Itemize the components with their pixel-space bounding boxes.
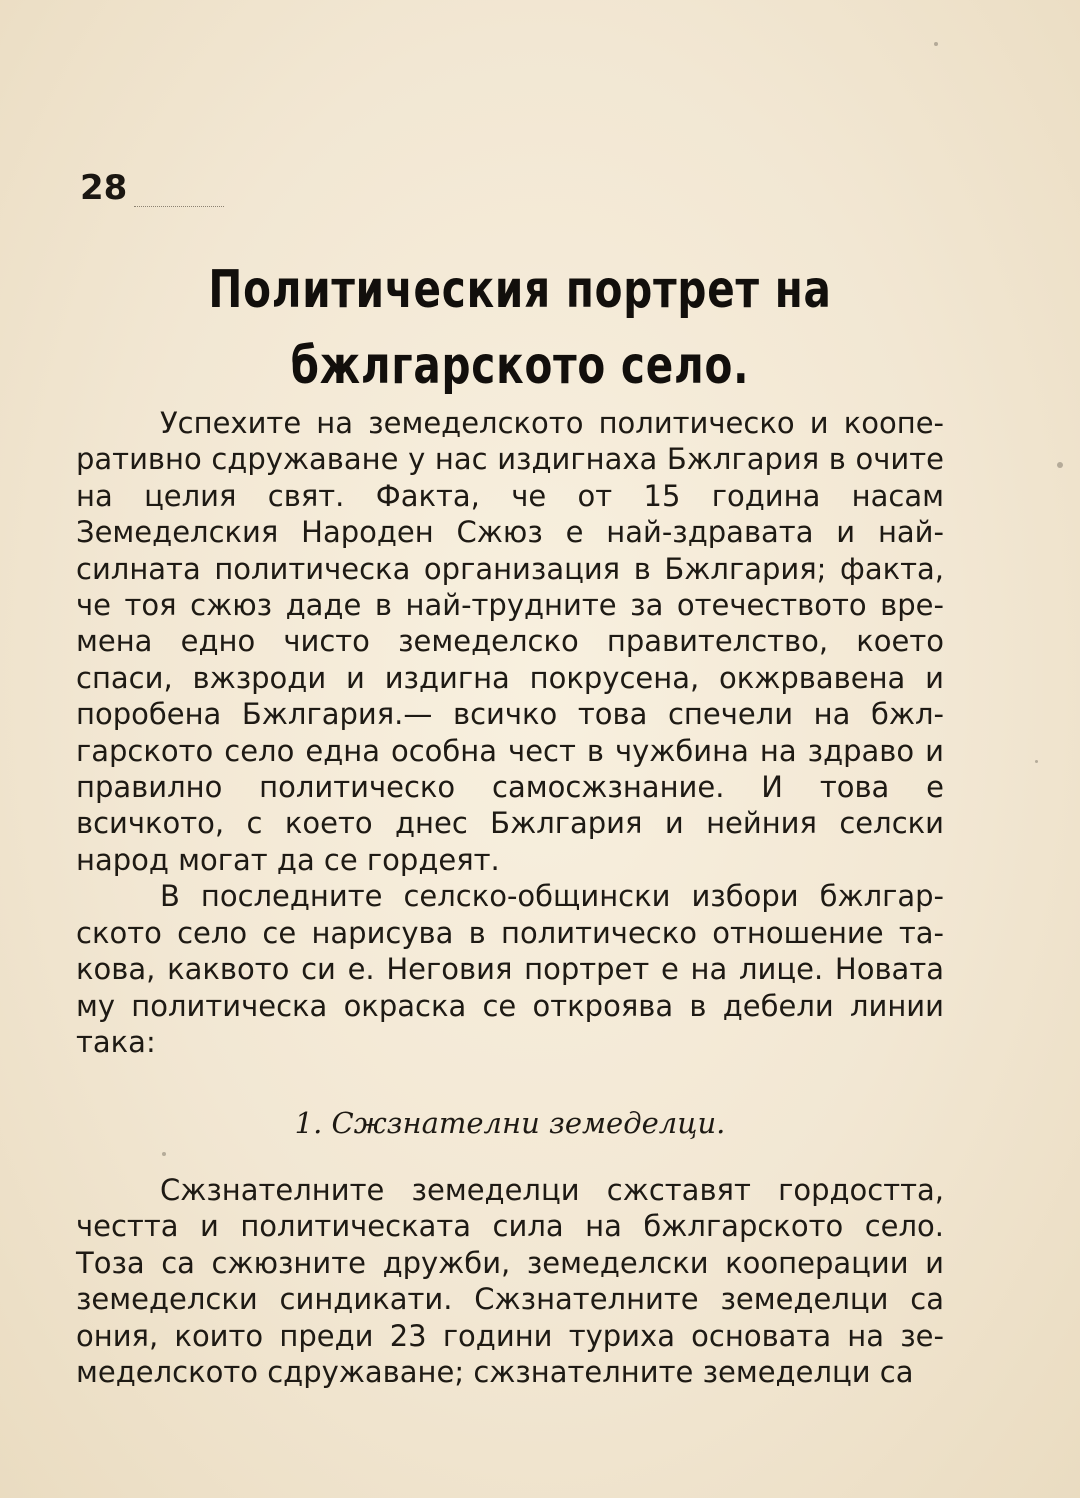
body-text-continued (76, 1172, 944, 1390)
chapter-title: Политическия портрет на бжлгарското село. (208, 260, 832, 396)
paper-speck (1057, 462, 1063, 468)
page-number: 28 (80, 168, 128, 208)
body-text (76, 405, 944, 1060)
paragraph: В последните селско-общински избори бжлгарското село се нарисува в политическо отношение такова, каквото си е. Неговия портрет е на лице. Новата му политическа окраска се откроява в дебели линии така: (76, 879, 944, 1059)
paragraph: Успехите на земеделското политическо и кооперативно сдружаване у нас издигнаха Бжлгария в очите на целия свят. Факта, че от 15 година насам Земеделския Народен Сжюз е най-здравата и най-силната политическа организация в Бжлгария; факта, че тоя сжюз даде в най-трудните за отечеството времена едно чисто земеделско правителство, което спаси, вжзроди и издигна покрусена, окжрвавена и поробена Бжлгария.— всичко това спечели на бжлгарското село една особна чест в чужбина на здраво и правилно политическо самосжзнание. И това е всичкото, с което днес Бжлгария и нейния селски народ могат да се гордеят. (76, 406, 944, 877)
header-rule (134, 206, 224, 207)
section-heading: 1. Сжзнателни земеделци. (294, 1106, 726, 1140)
paper-speck (162, 1152, 166, 1156)
paper-speck (1035, 760, 1038, 763)
paper-speck (934, 42, 938, 46)
paragraph: Сжзнателните земеделци сжставят гордостта, честта и политическата сила на бжлгарското село. Тоза са сжюзните дружби, земеделски кооперации и земеделски синдикати. Сжзнателните земеделци са ония, които преди 23 години туриха основата на земеделското сдружаване; сжзнателните земеделци са (76, 1173, 944, 1390)
